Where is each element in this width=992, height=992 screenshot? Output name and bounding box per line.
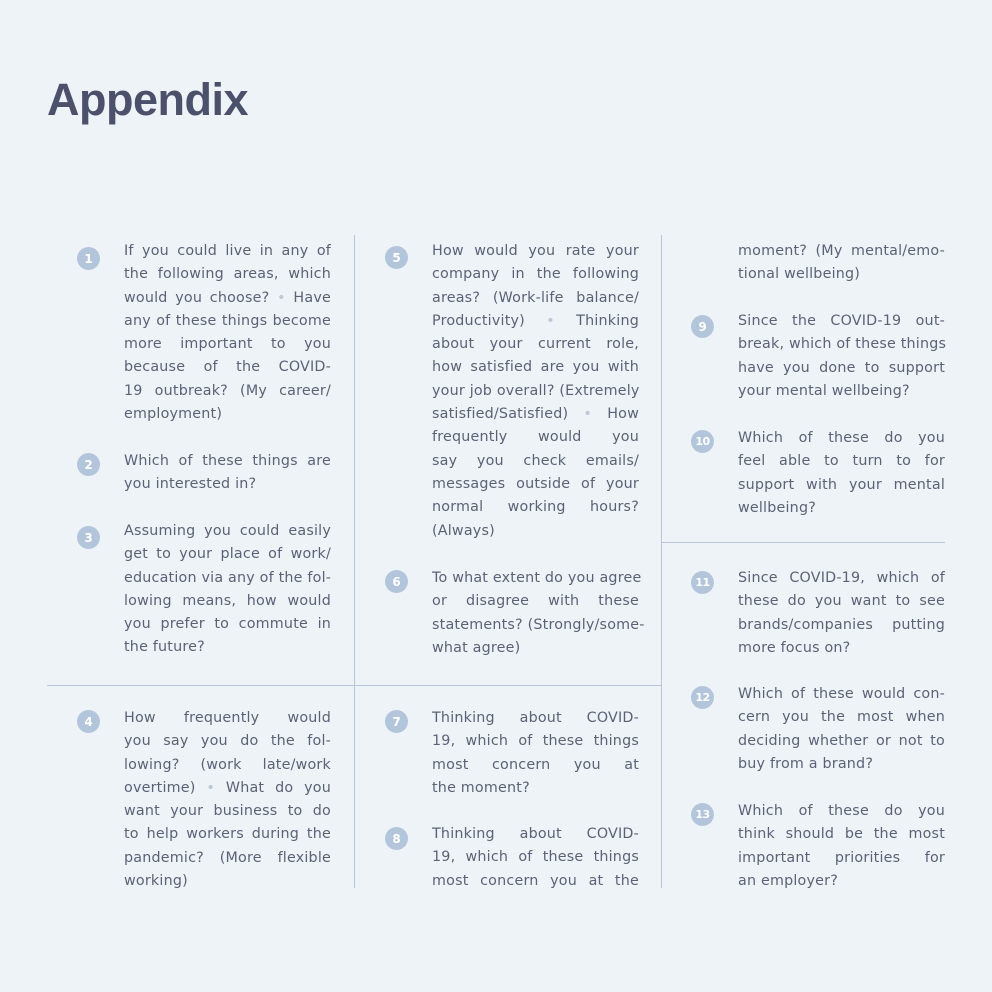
separator-bullet: • — [583, 406, 608, 423]
question-number-badge: 12 — [691, 686, 714, 709]
separator-bullet: • — [277, 289, 294, 306]
question-text: How would you rate your company in the following areas? (Work-life balance/ Productivity) • Thinking about your current role, how satisfied are you with your job overall? (Extremely satisfied/Satisfied) • How frequently would you say you check emails/ messages outside of your normal working hours? (Always) — [432, 243, 640, 539]
column-divider — [354, 235, 355, 888]
question-number-badge: 1 — [77, 247, 100, 270]
question-text: Assuming you could easily get to your place of work/ education via any of the fol- lowing means, how would you prefer to commute in the future? — [124, 523, 332, 656]
question-text: Since the COVID-19 out- break, which of these things have you done to support your mental wellbeing? — [738, 313, 947, 399]
question-text: Which of these would con- cern you the most when deciding whether or not to buy from a brand? — [738, 686, 945, 772]
question-text: Thinking about COVID- 19, which of these things most concern you at the — [432, 826, 639, 889]
question-text: If you could live in any of the following areas, which would you choose? • Have any of these things become more important to you because of the COVID- 19 outbreak? (My career/ employment) — [124, 243, 331, 423]
question-text: Thinking about COVID- 19, which of these things most concern you at the moment? — [432, 710, 639, 796]
question-text: To what extent do you agree or disagree with these statements? (Strongly/some- what agree) — [432, 570, 645, 656]
question-number-badge: 13 — [691, 803, 714, 826]
question-number-badge: 3 — [77, 526, 100, 549]
question-number-badge: 5 — [385, 246, 408, 269]
question-text: How frequently would you say you do the fol- lowing? (work late/work overtime) • What do you want your business to do to help workers during the pandemic? (More flexible working) — [124, 710, 331, 890]
question-number-badge: 9 — [691, 315, 714, 338]
question-text: Which of these things are you interested in? — [124, 453, 331, 493]
row-divider — [661, 542, 945, 543]
question-number-badge: 8 — [385, 827, 408, 850]
question-number-badge: 6 — [385, 570, 408, 593]
separator-bullet: • — [546, 312, 577, 329]
question-number-badge: 7 — [385, 710, 408, 733]
question-text: moment? (My mental/emo- tional wellbeing) — [738, 243, 945, 283]
question-text: Which of these do you feel able to turn to for support with your mental wellbeing? — [738, 430, 945, 516]
question-number-badge: 10 — [691, 430, 714, 453]
question-number-badge: 11 — [691, 571, 714, 594]
separator-bullet: • — [206, 779, 226, 796]
question-text: Since COVID-19, which of these do you want to see brands/companies putting more focus on? — [738, 570, 945, 656]
question-number-badge: 2 — [77, 453, 100, 476]
page-title: Appendix — [47, 74, 249, 125]
row-divider — [47, 685, 661, 686]
question-text: Which of these do you think should be the most important priorities for an employer? — [738, 803, 945, 889]
question-number-badge: 4 — [77, 710, 100, 733]
column-divider — [661, 235, 662, 888]
